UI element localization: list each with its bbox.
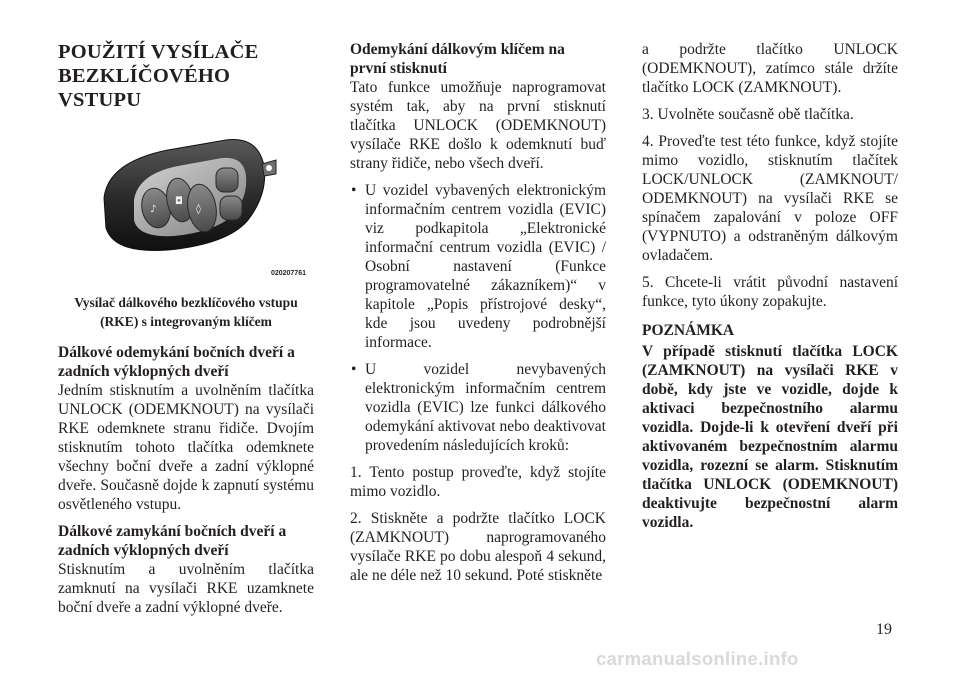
step-5: 5. Chcete-li vrátit původní nastavení funkce, tyto úkony zopakujte.: [642, 274, 898, 310]
step-3: 3. Uvolněte současně obě tlačítka.: [642, 106, 854, 123]
svg-text:◊: ◊: [196, 204, 201, 215]
section-body: Tato funkce umožňuje naprogramovat systém tak, aby na první stisknutí tlačítka UNLOCK (ODEMKNOUT) vysílače RKE došlo k odemknutí buď strany řidiče, nebo všech dveří.: [350, 79, 606, 172]
section-heading-line1: Odemykání dálkovým klíčem na: [350, 41, 565, 58]
section-heading-line2: zadních výklopných dveří: [58, 542, 229, 559]
section-heading-line2: zadních výklopných dveří: [58, 363, 229, 380]
figure-code: 020207761: [270, 270, 306, 277]
section-remote-lock: [58, 522, 314, 617]
figure-caption-line1: Vysílač dálkového bezklíčového vstupu: [74, 295, 298, 310]
middle-column: [350, 40, 606, 593]
section-heading-line2: první stisknutí: [350, 60, 447, 77]
step-1: 1. Tento postup proveďte, když stojíte mimo vozidlo.: [350, 464, 606, 500]
bullet-list: [350, 181, 606, 455]
bullet-marker: •: [351, 361, 357, 378]
key-fob-illustration: [98, 124, 278, 264]
page-title-line2: BEZKLÍČOVÉHO VSTUPU: [58, 65, 231, 111]
watermark: carmanualsonline.info: [596, 648, 799, 669]
figure-caption: [58, 293, 314, 331]
step-4: 4. Proveďte test této funkce, když stojíte mimo vozidlo, stisknutím tlačítek LOCK/UNLOCK (ZAMKNOUT/ ODEMKNOUT) na vysílači RKE se spínačem zapalování v poloze OFF (VYPNUTO) a odstraněným dálkovým ovladačem.: [642, 133, 898, 264]
section-heading: [350, 40, 606, 78]
page-title-line1: POUŽITÍ VYSÍLAČE: [58, 41, 259, 63]
section-heading: [58, 522, 314, 560]
section-body: Jedním stisknutím a uvolněním tlačítka UNLOCK (ODEMKNOUT) na vysílači RKE odemknete stranu řidiče. Dvojím stisknutím tohoto tlačítka odemknete všechny boční dveře a zadní výklopné dveře. Současně dojde k zapnutí systému osvětleného vstupu.: [58, 382, 314, 513]
section-first-press-unlock: [350, 40, 606, 173]
figure-caption-line2: (RKE) s integrovaným klíčem: [100, 314, 272, 329]
section-heading-line1: Dálkové odemykání bočních dveří a: [58, 344, 295, 361]
step-2-continued: a podržte tlačítko UNLOCK (ODEMKNOUT), zatímco stále držíte tlačítko LOCK (ZAMKNOUT).: [642, 41, 898, 96]
note-title: POZNÁMKA: [642, 322, 735, 339]
left-column: [58, 40, 314, 625]
step-2: 2. Stiskněte a podržte tlačítko LOCK (ZAMKNOUT) naprogramovaného vysílače RKE po dobu alespoň 4 sekund, ale ne déle než 10 sekund. Poté stiskněte: [350, 510, 606, 584]
note-text: V případě stisknutí tlačítka LOCK (ZAMKNOUT) na vysílači RKE v době, kdy jste ve vozidle, dojde k aktivaci bezpečnostního alarmu vozidla. Dojde-li k otevření dveří při aktivovaném bezpečnostním alarmu vozidla, rozezní se alarm. Stisknutím tlačítka UNLOCK (ODEMKNOUT) deaktivujte bezpečnostní alarm vozidla.: [642, 343, 898, 531]
key-fob-figure: [58, 120, 314, 285]
bullet-text: U vozidel vybavených elektronickým informačním centrem vozidla (EVIC) viz podkapitola „Elektronické informační centrum vozidla (EVIC) / Osobní nastavení (Funkce programovatelné zákazníkem)“ v kapitole „Popis přístrojové desky“, kde jsou uvedeny podrobnější informace.: [365, 182, 606, 351]
section-body: Stisknutím a uvolněním tlačítka zamknutí na vysílači RKE uzamknete boční dveře a zadní výklopné dveře.: [58, 561, 314, 616]
section-heading: [58, 343, 314, 381]
bullet-item: [350, 181, 606, 352]
bullet-marker: •: [351, 182, 357, 199]
bullet-item: [350, 360, 606, 455]
page-number: 19: [876, 621, 892, 638]
bullet-text: U vozidel nevybavených elektronickým informačním centrem vozidla (EVIC) lze funkci dálkového odemykání aktivovat nebo deaktivovat provedením následujících kroků:: [365, 361, 606, 454]
right-column: [642, 40, 898, 532]
section-heading-line1: Dálkové zamykání bočních dveří a: [58, 523, 287, 540]
svg-text:◘: ◘: [175, 196, 183, 207]
page-title: [58, 40, 314, 112]
section-remote-unlock: [58, 343, 314, 514]
svg-text:♪: ♪: [150, 204, 157, 215]
